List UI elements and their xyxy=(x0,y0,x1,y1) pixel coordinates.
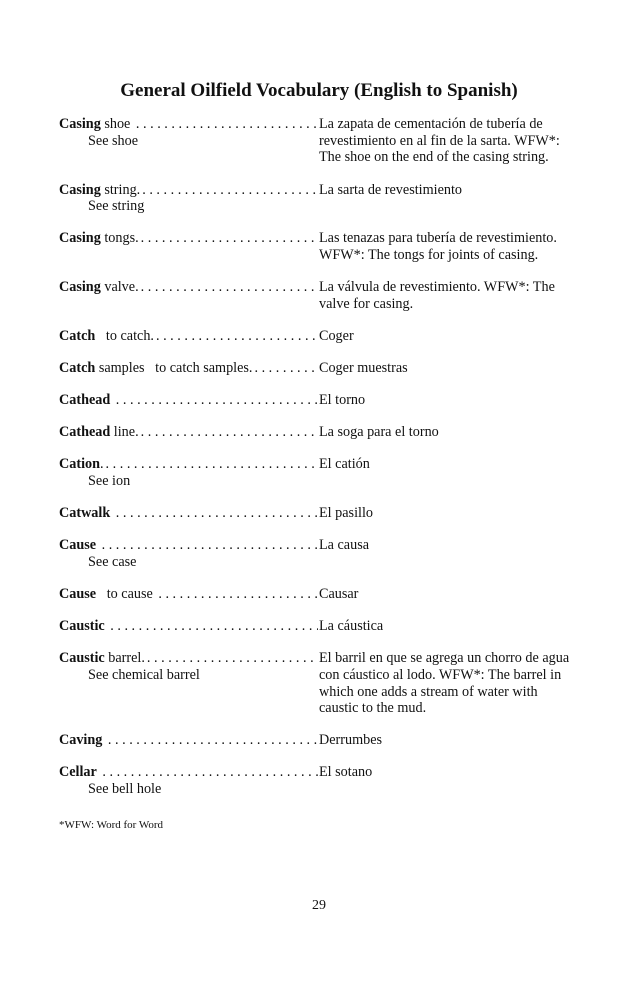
spanish-line: Derrumbes xyxy=(319,732,383,749)
spanish-line: which one adds a stream of water with xyxy=(319,683,538,700)
vocabulary-entry xyxy=(59,650,584,717)
english-line xyxy=(59,505,318,522)
english-line xyxy=(59,586,318,603)
vocabulary-entry xyxy=(59,505,584,522)
vocabulary-list xyxy=(59,116,584,813)
vocabulary-entry xyxy=(59,537,584,570)
vocabulary-entry xyxy=(59,182,584,215)
spanish-translation xyxy=(318,537,584,554)
english-side xyxy=(59,764,318,797)
english-line xyxy=(59,732,318,749)
spanish-line: WFW*: The tongs for joints of casing. xyxy=(319,247,539,263)
vocabulary-entry xyxy=(59,618,584,635)
spanish-line: caustic to the mud. xyxy=(319,700,427,717)
english-side xyxy=(59,392,318,409)
english-line xyxy=(59,618,318,635)
leader-dots xyxy=(139,230,318,247)
spanish-translation xyxy=(318,328,584,345)
vocabulary-entry xyxy=(59,764,584,797)
english-side xyxy=(59,456,318,489)
leader-dots xyxy=(140,182,318,199)
english-side xyxy=(59,116,318,149)
english-side xyxy=(59,279,318,296)
leader-dots xyxy=(114,505,318,522)
leader-dots xyxy=(100,764,318,781)
english-line xyxy=(59,537,318,554)
spanish-line: Causar xyxy=(319,585,359,602)
leader-dots xyxy=(145,650,318,667)
spanish-line: La cáustica xyxy=(319,618,384,635)
english-side xyxy=(59,360,318,377)
spanish-line: El catión xyxy=(319,456,370,473)
see-also: See ion xyxy=(88,472,131,489)
english-term: Casing xyxy=(59,279,101,296)
english-line xyxy=(59,279,318,296)
spanish-translation xyxy=(318,764,584,781)
spanish-line: Las tenazas para tubería de revestimiento. xyxy=(319,230,557,247)
english-line xyxy=(59,392,318,409)
spanish-line: El sotano xyxy=(319,764,373,781)
english-line xyxy=(59,230,318,247)
english-term-suffix: shoe xyxy=(100,116,134,132)
spanish-line: La válvula de revestimiento. WFW*: The xyxy=(319,279,555,296)
vocabulary-entry xyxy=(59,360,584,377)
english-line xyxy=(59,328,318,345)
leader-dots xyxy=(134,116,318,133)
english-term-suffix: line. xyxy=(110,424,139,441)
spanish-line: La causa xyxy=(319,537,370,554)
spanish-line: La zapata de cementación de tubería de xyxy=(319,116,543,132)
spanish-line: La soga para el torno xyxy=(319,424,439,441)
english-side xyxy=(59,505,318,522)
spanish-line: El barril en que se agrega un chorro de agua xyxy=(319,650,570,667)
leader-dots xyxy=(114,392,318,409)
spanish-line: Coger xyxy=(319,327,354,344)
spanish-translation xyxy=(318,392,584,409)
english-term: Caustic xyxy=(59,650,105,667)
english-side xyxy=(59,586,318,603)
spanish-translation xyxy=(318,650,584,717)
english-side xyxy=(59,537,318,570)
see-also: See bell hole xyxy=(88,781,162,798)
see-also: See case xyxy=(88,553,137,570)
vocabulary-entry xyxy=(59,586,584,603)
vocabulary-entry xyxy=(59,424,584,441)
english-term-suffix: samples to catch samples. xyxy=(95,359,253,376)
spanish-translation xyxy=(318,424,584,441)
english-term-suffix: to cause xyxy=(96,585,157,602)
english-term-suffix: valve. xyxy=(100,279,139,296)
spanish-line: El pasillo xyxy=(319,505,373,522)
english-term-suffix: to catch. xyxy=(95,327,154,344)
english-line xyxy=(59,764,318,781)
footnote: *WFW: Word for Word xyxy=(59,819,164,831)
leader-dots xyxy=(106,732,318,749)
english-side xyxy=(59,618,318,635)
english-term: Casing xyxy=(59,181,101,198)
see-also: See shoe xyxy=(88,132,139,149)
spanish-line: La sarta de revestimiento xyxy=(319,181,462,198)
english-side xyxy=(59,182,318,215)
spanish-translation xyxy=(318,586,584,603)
leader-dots xyxy=(108,618,318,635)
english-term: Cause xyxy=(59,537,97,554)
english-term: Casing xyxy=(59,230,101,247)
leader-dots xyxy=(156,586,318,603)
spanish-line: valve for casing. xyxy=(319,295,414,312)
spanish-line: Coger muestras xyxy=(319,359,408,376)
leader-dots xyxy=(104,456,318,473)
english-term-suffix: . xyxy=(100,456,104,473)
spanish-translation xyxy=(318,230,584,263)
english-side xyxy=(59,328,318,345)
spanish-line: revestimiento en al fin de la sarta. WFW*: xyxy=(319,132,560,149)
english-side xyxy=(59,424,318,441)
spanish-line: con cáustico al lodo. WFW*: The barrel in xyxy=(319,666,562,683)
english-term: Cathead xyxy=(59,392,111,409)
spanish-line: The shoe on the end of the casing string. xyxy=(319,149,549,166)
english-line xyxy=(59,650,318,667)
english-line xyxy=(59,116,318,133)
spanish-translation xyxy=(318,732,584,749)
english-line xyxy=(59,456,318,473)
vocabulary-entry xyxy=(59,456,584,489)
see-also: See string xyxy=(88,198,145,215)
english-line xyxy=(59,360,318,377)
english-term: Casing xyxy=(59,116,101,132)
spanish-translation xyxy=(318,456,584,473)
page-title: General Oilfield Vocabulary (English to Spanish) xyxy=(120,80,518,101)
english-term: Catch xyxy=(59,327,96,344)
vocabulary-entry xyxy=(59,116,584,166)
leader-dots xyxy=(139,424,318,441)
leader-dots xyxy=(154,328,318,345)
spanish-translation xyxy=(318,279,584,312)
vocabulary-entry xyxy=(59,328,584,345)
spanish-line: El torno xyxy=(319,392,366,409)
english-line xyxy=(59,424,318,441)
english-side xyxy=(59,650,318,683)
vocabulary-entry xyxy=(59,392,584,409)
leader-dots xyxy=(139,279,318,296)
vocabulary-entry xyxy=(59,279,584,312)
english-term: Cathead xyxy=(59,424,111,441)
english-term: Cause xyxy=(59,585,97,602)
english-term: Caustic xyxy=(59,618,105,635)
english-term-suffix: barrel. xyxy=(104,650,145,667)
leader-dots xyxy=(100,537,318,554)
spanish-translation xyxy=(318,116,584,166)
page-number: 29 xyxy=(312,898,326,913)
vocabulary-entry xyxy=(59,732,584,749)
see-also: See chemical barrel xyxy=(88,666,200,683)
spanish-translation xyxy=(318,360,584,377)
spanish-translation xyxy=(318,182,584,199)
english-term: Catwalk xyxy=(59,505,111,522)
english-term-suffix: string. xyxy=(100,181,141,198)
spanish-translation xyxy=(318,505,584,522)
english-term: Caving xyxy=(59,732,103,749)
leader-dots xyxy=(252,360,318,377)
english-term: Catch xyxy=(59,359,96,376)
english-term-suffix: tongs. xyxy=(100,230,139,247)
english-term: Cation xyxy=(59,456,100,473)
english-line xyxy=(59,182,318,199)
spanish-translation xyxy=(318,618,584,635)
english-side xyxy=(59,732,318,749)
english-side xyxy=(59,230,318,247)
vocabulary-entry xyxy=(59,230,584,263)
english-term: Cellar xyxy=(59,764,97,781)
